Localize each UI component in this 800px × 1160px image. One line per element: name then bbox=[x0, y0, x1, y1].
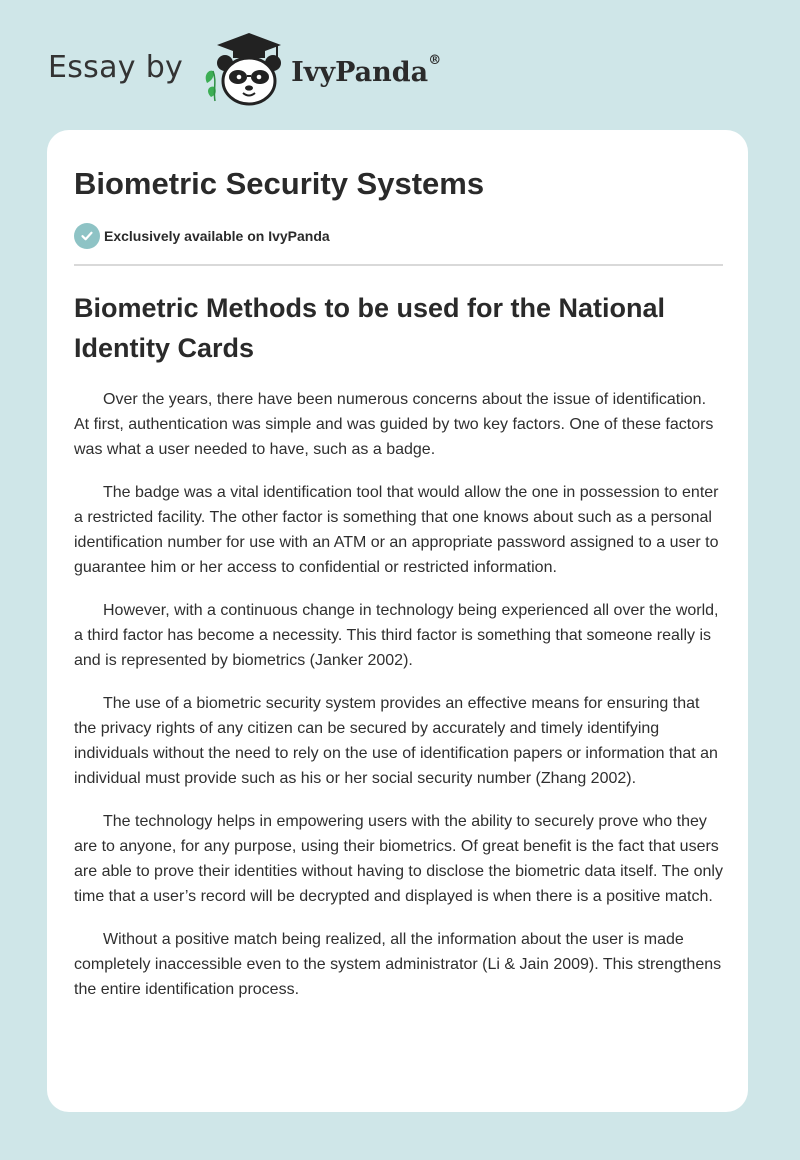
title-divider bbox=[74, 264, 723, 266]
essay-title: Biometric Security Systems bbox=[74, 166, 485, 201]
paragraph: The use of a biometric security system provides an effective means for ensuring that the privacy rights of any citizen can be secured by accurately and timely identifying individuals without the need to rely on the use of identification papers or information that an individual must provide such as his or her social security number (Zhang 2002). bbox=[74, 695, 718, 787]
section-heading: Biometric Methods to be used for the National Identity Cards bbox=[74, 293, 666, 363]
essay-body bbox=[74, 387, 723, 1002]
exclusive-label: Exclusively available on IvyPanda bbox=[104, 228, 330, 244]
essay-content bbox=[74, 130, 723, 1020]
brand-name-text: IvyPanda bbox=[291, 56, 429, 88]
exclusive-badge bbox=[74, 223, 723, 249]
check-circle-icon bbox=[74, 223, 100, 249]
site-header bbox=[48, 30, 441, 110]
paragraph: Over the years, there have been numerous concerns about the issue of identification. At first, authentication was simple and was guided by two key factors. One of these factors was what a user needed to have, such as a badge. bbox=[74, 391, 714, 458]
ivypanda-panda-logo-icon[interactable] bbox=[197, 31, 287, 109]
paragraph: The badge was a vital identification tool that would allow the one in possession to enter a restricted facility. The other factor is something that one knows about such as a personal identification number for use with an ATM or an appropriate password assigned to a user to guarantee him or her access to confidential or restricted information. bbox=[74, 484, 719, 576]
essay-card bbox=[47, 130, 748, 1112]
paragraph: However, with a continuous change in technology being experienced all over the world, a third factor has become a necessity. This third factor is something that someone really is and is represented by biometrics (Janker 2002). bbox=[74, 602, 719, 669]
essay-by-label: Essay by bbox=[48, 49, 184, 85]
registered-mark: ® bbox=[428, 52, 442, 68]
paragraph: The technology helps in empowering users with the ability to securely prove who they are to anyone, for any purpose, using their biometrics. Of great benefit is the fact that users are able to prove their identities without having to disclose the biometric data itself. The only time that a user’s record will be decrypted and displayed is when there is a positive match. bbox=[74, 813, 723, 905]
paragraph: Without a positive match being realized, all the information about the user is made completely inaccessible even to the system administrator (Li & Jain 2009). This strengthens the entire identification process. bbox=[74, 931, 722, 998]
ivypanda-brand-name[interactable] bbox=[291, 52, 442, 88]
